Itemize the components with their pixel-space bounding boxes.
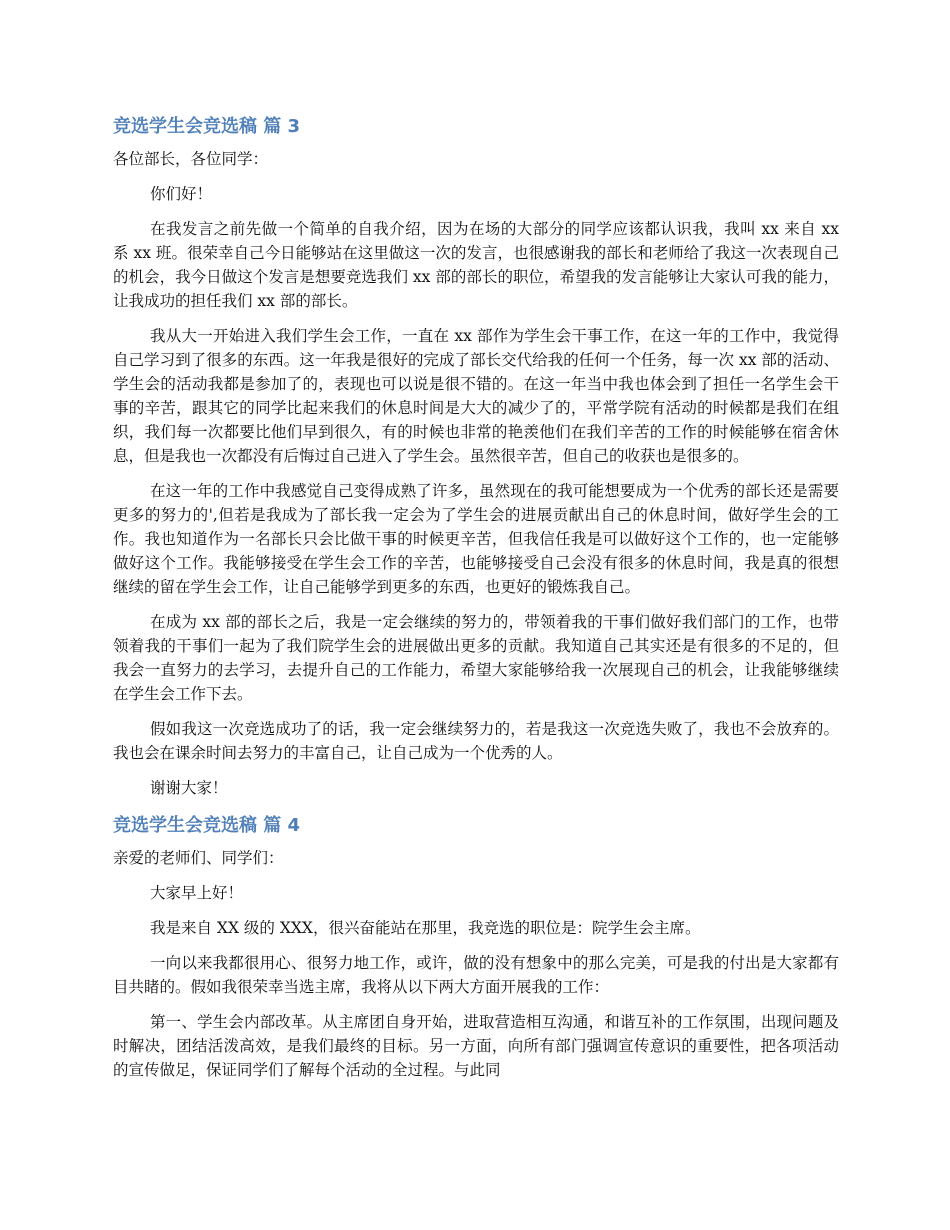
paragraph: 谢谢大家！ xyxy=(150,779,228,797)
paragraph: 在我发言之前先做一个简单的自我介绍，因为在场的大部分的同学应该都认识我，我叫 xx 来自 xx 系 xx 班。很荣幸自己今日能够站在这里做这一次的发言，也很感谢我的部长和老师给了我这一次表现自己的机会，我今日做这个发言是想要竞选我们 xx 部的部长的职位，希望我的发言能够让大家认可我的能力，让我成功的担任我们 xx 部的部长。 xyxy=(113,220,839,310)
section-heading: 竞选学生会竞选稿 篇 3 xyxy=(113,116,301,137)
salutation: 亲爱的老师们、同学们： xyxy=(113,849,284,867)
paragraph: 在这一年的工作中我感觉自己变得成熟了许多，虽然现在的我可能想要成为一个优秀的部长还是需要更多的努力的',但若是我成为了部长我一定会为了学生会的进展贡献出自己的休息时间，做好学生会的工作。我也知道作为一名部长只会比做干事的时候更辛苦，但我信任我是可以做好这个工作的，也一定能够做好这个工作。我能够接受在学生会工作的辛苦，也能够接受自己会没有很多的休息时间，我是真的很想继续的留在学生会工作，让自己能够学到更多的东西，也更好的锻炼我自己。 xyxy=(113,482,839,596)
paragraph: 大家早上好！ xyxy=(150,884,244,902)
paragraph: 在成为 xx 部的部长之后，我是一定会继续的努力的，带领着我的干事们做好我们部门的工作，也带领着我的干事们一起为了我们院学生会的进展做出更多的贡献。我知道自己其实还是有很多的不足的，但我会一直努力的去学习，去提升自己的工作能力，希望大家能够给我一次展现自己的机会，让我能够继续在学生会工作下去。 xyxy=(113,613,839,703)
paragraph: 我从大一开始进入我们学生会工作，一直在 xx 部作为学生会干事工作，在这一年的工作中，我觉得自己学习到了很多的东西。这一年我是很好的完成了部长交代给我的任何一个任务，每一次 xx 部的活动、学生会的活动我都是参加了的，表现也可以说是很不错的。在这一年当中我也体会到了担任一名学生会干事的辛苦，跟其它的同学比起来我们的休息时间是大大的减少了的，平常学院有活动的时候都是我们在组织，我们每一次都要比他们早到很久，有的时候也非常的艳羡他们在我们辛苦的工作的时候能够在宿舍休息，但是我也一次都没有后悔过自己进入了学生会。虽然很辛苦，但自己的收获也是很多的。 xyxy=(113,327,839,465)
paragraph: 你们好！ xyxy=(150,185,213,203)
salutation: 各位部长，各位同学： xyxy=(113,150,269,168)
paragraph: 假如我这一次竞选成功了的话，我一定会继续努力的，若是我这一次竞选失败了，我也不会放弃的。我也会在课余时间去努力的丰富自己，让自己成为一个优秀的人。 xyxy=(113,720,839,762)
section-heading: 竞选学生会竞选稿 篇 4 xyxy=(113,815,301,836)
paragraph: 第一、学生会内部改革。从主席团自身开始，进取营造相互沟通，和谐互补的工作氛围，出现问题及时解决，团结活泼高效，是我们最终的目标。另一方面，向所有部门强调宣传意识的重要性，把各项活动的宣传做足，保证同学们了解每个活动的全过程。与此同 xyxy=(113,1013,839,1079)
document-page xyxy=(113,113,839,1093)
paragraph: 我是来自 XX 级的 XXX，很兴奋能站在那里，我竞选的职位是：院学生会主席。 xyxy=(150,919,701,937)
paragraph: 一向以来我都很用心、很努力地工作，或许，做的没有想象中的那么完美，可是我的付出是大家都有目共睹的。假如我很荣幸当选主席，我将从以下两大方面开展我的工作： xyxy=(113,954,839,996)
